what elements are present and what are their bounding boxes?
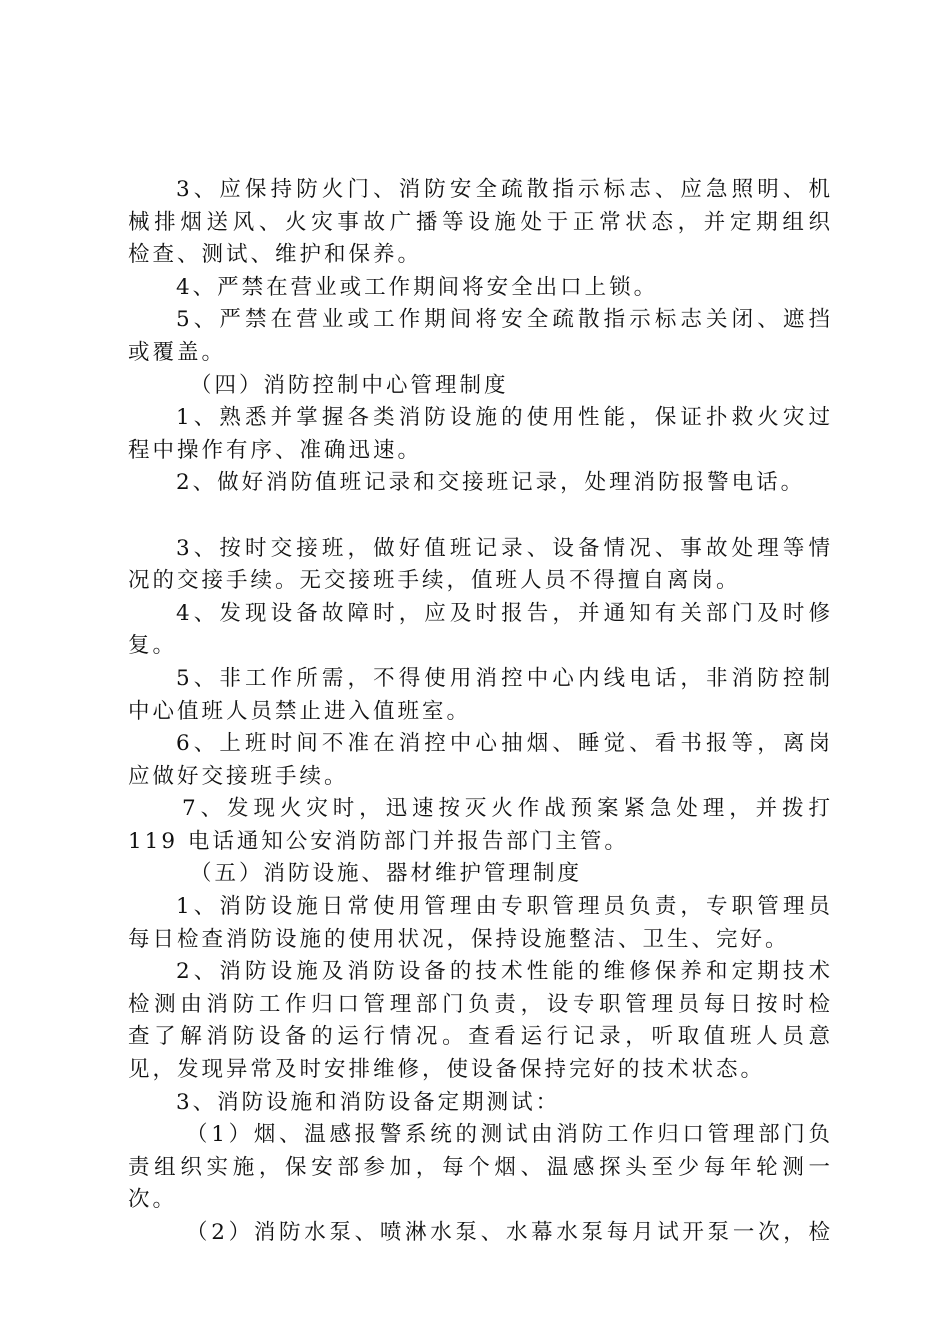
paragraph-line: 中心值班人员禁止进入值班室。 — [128, 698, 472, 724]
paragraph-line: （1）烟、温感报警系统的测试由消防工作归口管理部门负 — [186, 1122, 833, 1148]
paragraph-line: （2）消防水泵、喷淋水泵、水幕水泵每月试开泵一次，检 — [186, 1220, 833, 1245]
paragraph-line: 6、上班时间不准在消控中心抽烟、睡觉、看书报等，离岗 — [176, 731, 833, 757]
paragraph-line: 见，发现异常及时安排维修，使设备保持完好的技术状态。 — [128, 1057, 766, 1083]
paragraph-line: 5、非工作所需，不得使用消控中心内线电话，非消防控制 — [176, 665, 833, 691]
paragraph-line: 2、做好消防值班记录和交接班记录，处理消防报警电话。 — [176, 470, 806, 496]
paragraph-line: 4、严禁在营业或工作期间将安全出口上锁。 — [176, 274, 659, 300]
paragraph-line: 或覆盖。 — [128, 339, 227, 365]
paragraph-line: 应做好交接班手续。 — [128, 763, 349, 789]
section-heading: （五）消防设施、器材维护管理制度 — [190, 861, 583, 887]
paragraph-line: 1、消防设施日常使用管理由专职管理员负责，专职管理员 — [176, 894, 833, 920]
paragraph-line: 4、发现设备故障时，应及时报告，并通知有关部门及时修 — [176, 600, 833, 626]
section-heading: （四）消防控制中心管理制度 — [190, 372, 509, 398]
paragraph-line: 119 电话通知公安消防部门并报告部门主管。 — [128, 828, 629, 854]
blank-line — [128, 500, 833, 533]
paragraph-line: 3、按时交接班，做好值班记录、设备情况、事故处理等情 — [176, 535, 833, 561]
paragraph-line: 2、消防设施及消防设备的技术性能的维修保养和定期技术 — [176, 959, 833, 985]
paragraph-line: 次。 — [128, 1187, 178, 1213]
paragraph-line: 程中操作有序、准确迅速。 — [128, 437, 423, 463]
paragraph-line: 1、熟悉并掌握各类消防设施的使用性能，保证扑救火灾过 — [176, 405, 833, 431]
paragraph-line: 3、消防设施和消防设备定期测试： — [176, 1089, 561, 1115]
paragraph-line: 每日检查消防设施的使用状况，保持设施整洁、卫生、完好。 — [128, 926, 790, 952]
paragraph-line: 检测由消防工作归口管理部门负责，设专职管理员每日按时检 — [128, 991, 833, 1017]
paragraph-line: 复。 — [128, 633, 178, 659]
paragraph-line: 3、应保持防火门、消防安全疏散指示标志、应急照明、机 — [176, 177, 833, 202]
paragraph-line: 检查、测试、维护和保养。 — [128, 242, 423, 268]
paragraph-line: 7、发现火灾时，迅速按灭火作战预案紧急处理，并拨打 — [182, 796, 833, 822]
paragraph-line: 5、严禁在营业或工作期间将安全疏散指示标志关闭、遮挡 — [176, 307, 833, 333]
paragraph-line: 责组织实施，保安部参加，每个烟、温感探头至少每年轮测一 — [128, 1154, 833, 1180]
paragraph-line: 况的交接手续。无交接班手续，值班人员不得擅自离岗。 — [128, 568, 741, 594]
paragraph-line: 械排烟送风、火灾事故广播等设施处于正常状态，并定期组织 — [128, 209, 833, 235]
paragraph-line: 查了解消防设备的运行情况。查看运行记录，听取值班人员意 — [128, 1024, 833, 1050]
document-body — [128, 174, 833, 1250]
